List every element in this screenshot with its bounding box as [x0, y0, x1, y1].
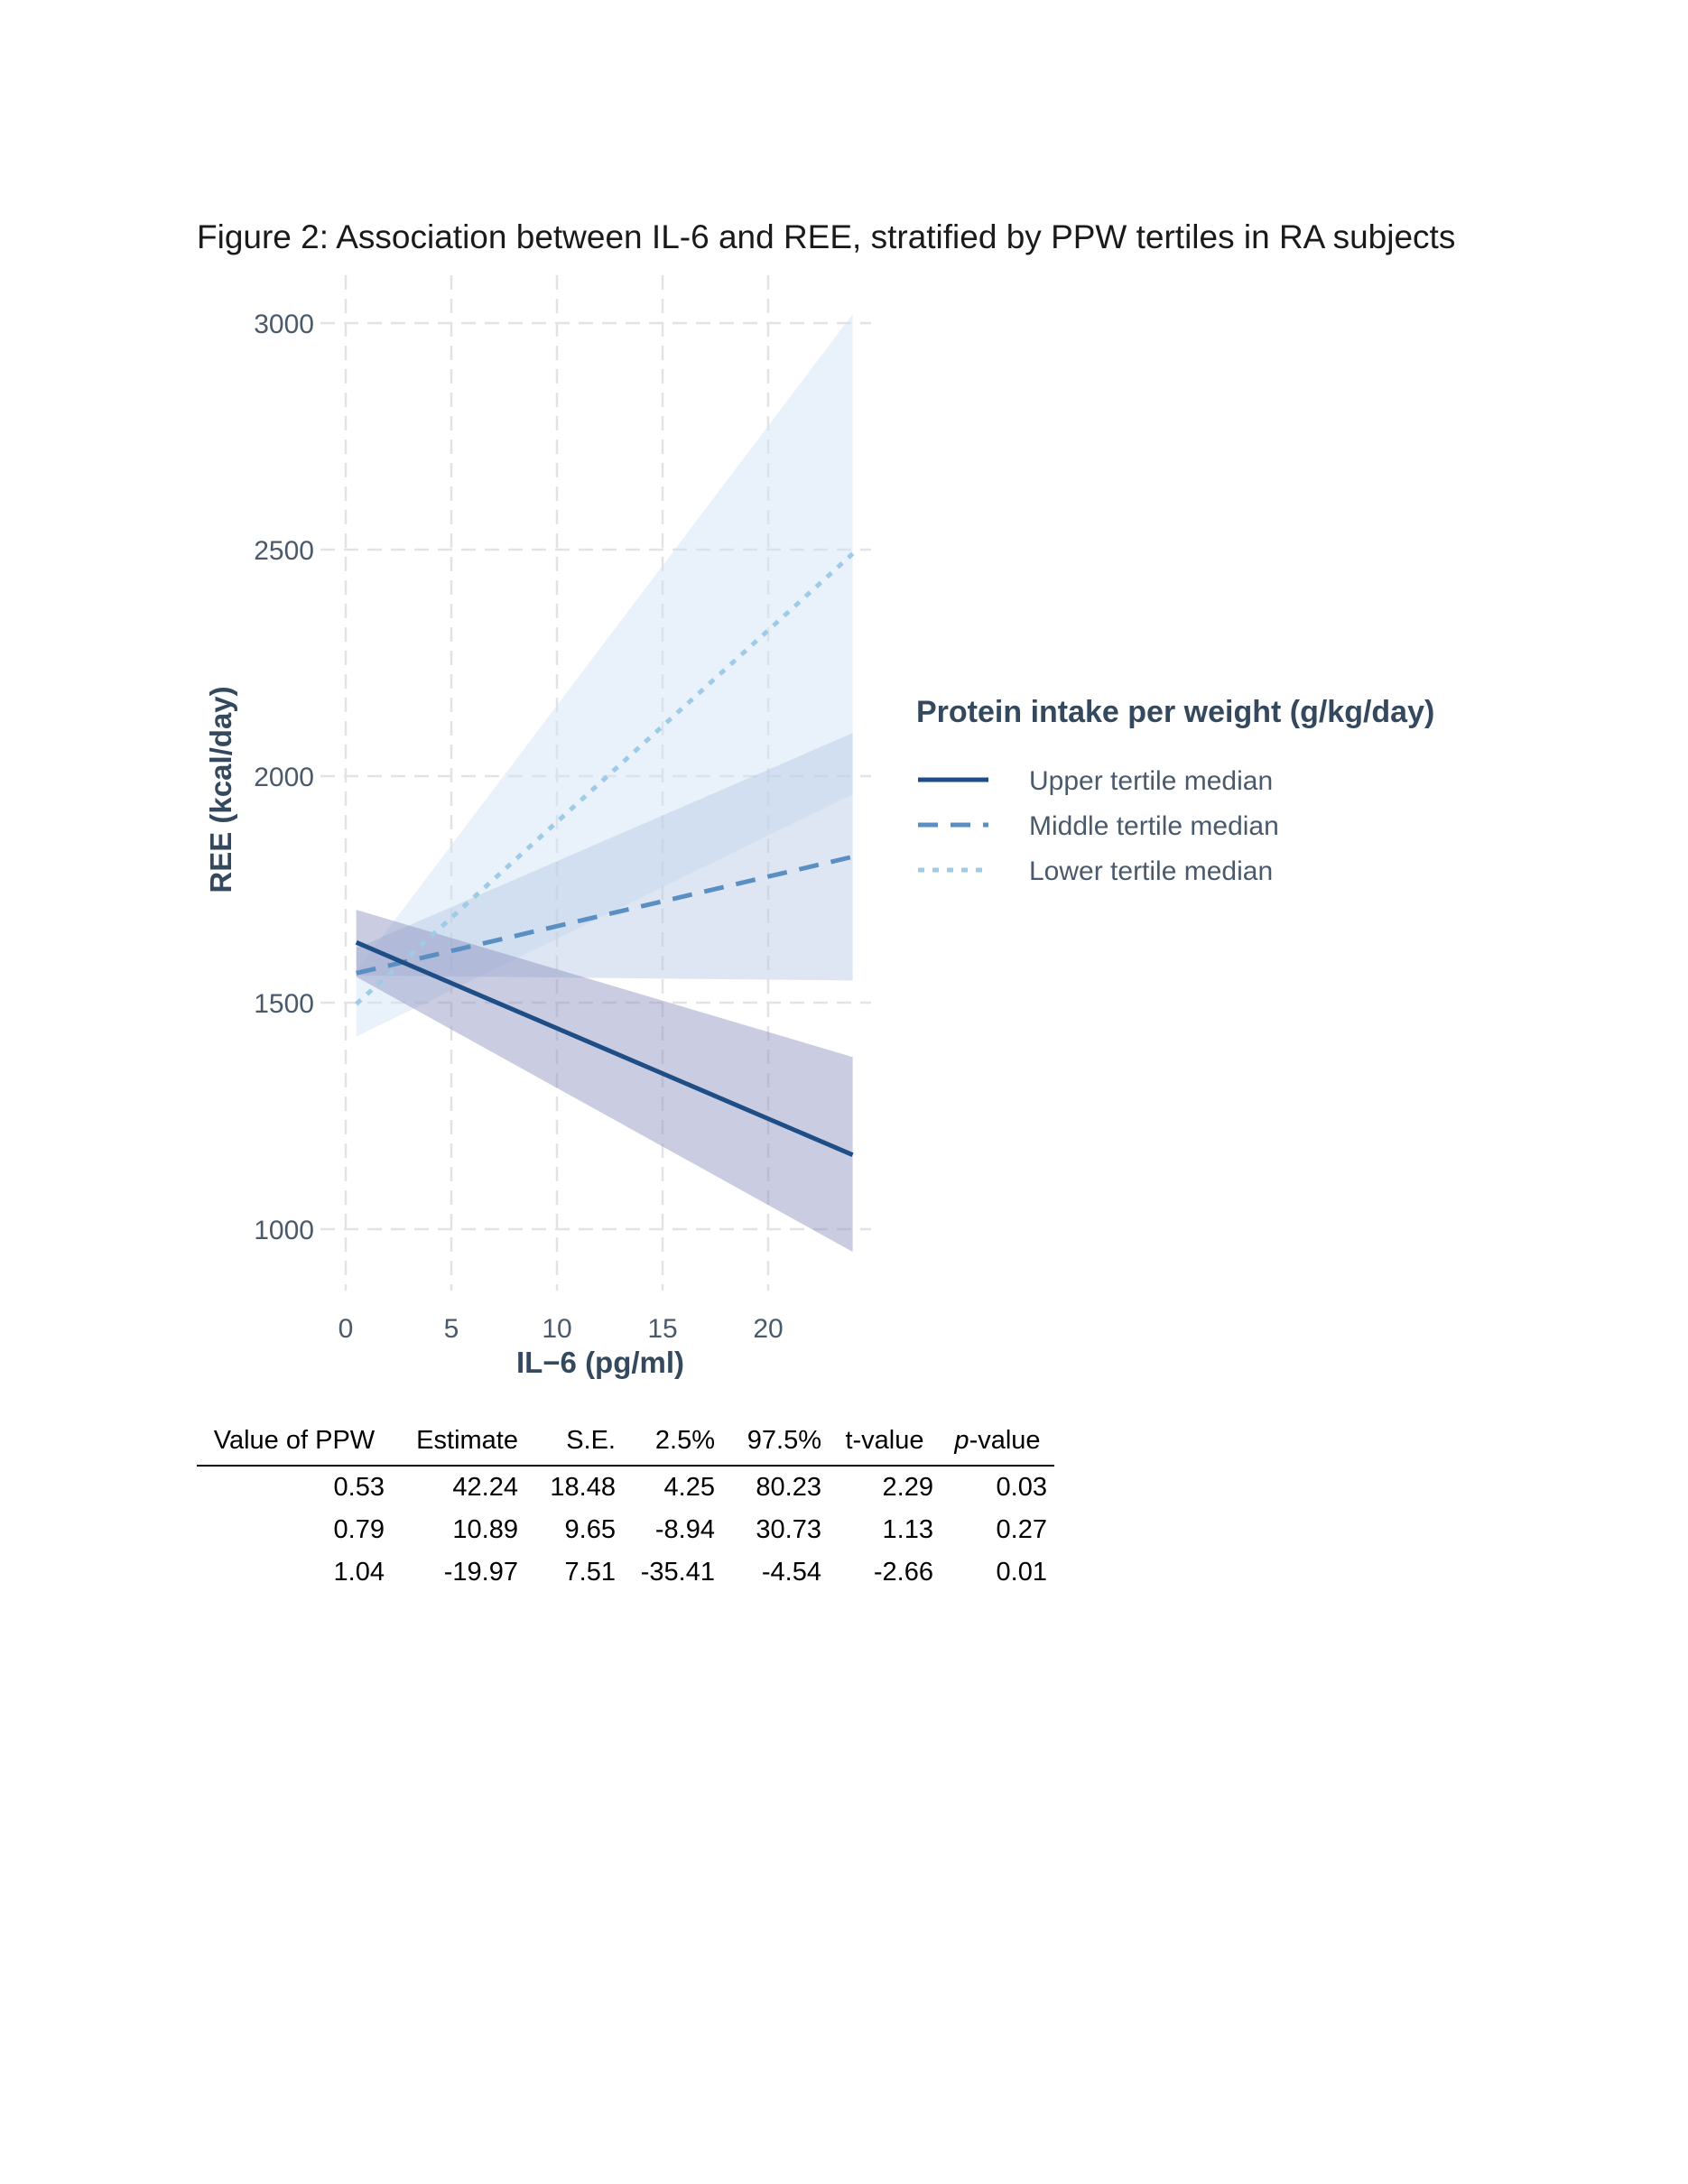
x-axis-label: IL−6 (pg/ml) — [515, 1346, 685, 1379]
table-cell: 1.04 — [333, 1558, 385, 1587]
table-cell: 18.48 — [550, 1473, 616, 1502]
y-tick-label: 2000 — [254, 763, 314, 792]
p-italic: p — [954, 1426, 969, 1455]
table-cell: 4.25 — [663, 1473, 715, 1502]
p-value-suffix: -value — [969, 1426, 1041, 1455]
col-header-se: S.E. — [525, 1421, 623, 1466]
y-tick-label: 3000 — [254, 310, 314, 339]
col-header-p-value — [941, 1421, 1054, 1466]
y-tick-label: 1500 — [254, 989, 314, 1019]
x-tick-label: 15 — [647, 1314, 678, 1344]
table-cell: 0.03 — [996, 1473, 1047, 1502]
table-cell: 7.51 — [564, 1558, 616, 1587]
results-table — [197, 1421, 1054, 1594]
table-cell: 9.65 — [564, 1515, 616, 1544]
table-cell: -35.41 — [640, 1558, 715, 1587]
table-cell: -19.97 — [443, 1558, 518, 1587]
table-cell: 0.27 — [996, 1515, 1047, 1544]
col-header-ci-lower: 2.5% — [623, 1421, 722, 1466]
table-cell: 0.01 — [996, 1558, 1047, 1587]
legend-label-2: Lower tertile median — [1029, 856, 1274, 886]
col-header-estimate: Estimate — [392, 1421, 525, 1466]
x-tick-label: 10 — [542, 1314, 572, 1344]
y-axis-label: REE (kcal/day) — [204, 686, 237, 893]
y-tick-label: 1000 — [254, 1216, 314, 1245]
table-cell: 10.89 — [452, 1515, 518, 1544]
table-row — [197, 1466, 1054, 1509]
col-header-ci-upper: 97.5% — [722, 1421, 829, 1466]
table-cell: 30.73 — [756, 1515, 821, 1544]
table-cell: 0.53 — [333, 1473, 385, 1502]
table-cell: -4.54 — [761, 1558, 821, 1587]
x-tick-label: 5 — [443, 1314, 459, 1344]
x-tick-label: 20 — [753, 1314, 784, 1344]
legend-title: Protein intake per weight (g/kg/day) — [916, 695, 1435, 729]
table-cell: -2.66 — [873, 1558, 933, 1587]
confidence-bands — [357, 314, 853, 1252]
table-cell: 2.29 — [882, 1473, 933, 1502]
table-cell: 42.24 — [452, 1473, 518, 1502]
table-cell: 80.23 — [756, 1473, 821, 1502]
col-header-ppw: Value of PPW — [197, 1421, 392, 1466]
table-row — [197, 1551, 1054, 1594]
table-cell: -8.94 — [654, 1515, 715, 1544]
col-header-t-value: t-value — [829, 1421, 941, 1466]
x-tick-label: 0 — [338, 1314, 354, 1344]
table-cell: 0.79 — [333, 1515, 385, 1544]
legend-label-1: Middle tertile median — [1029, 811, 1279, 841]
legend — [918, 766, 1279, 886]
table-header-row — [197, 1421, 1054, 1466]
figure-title: Figure 2: Association between IL-6 and REE, stratified by PPW tertiles in RA subjects — [197, 218, 1456, 255]
legend-label-0: Upper tertile median — [1029, 766, 1274, 796]
y-tick-label: 2500 — [254, 536, 314, 566]
table-cell: 1.13 — [882, 1515, 933, 1544]
table-row — [197, 1509, 1054, 1551]
